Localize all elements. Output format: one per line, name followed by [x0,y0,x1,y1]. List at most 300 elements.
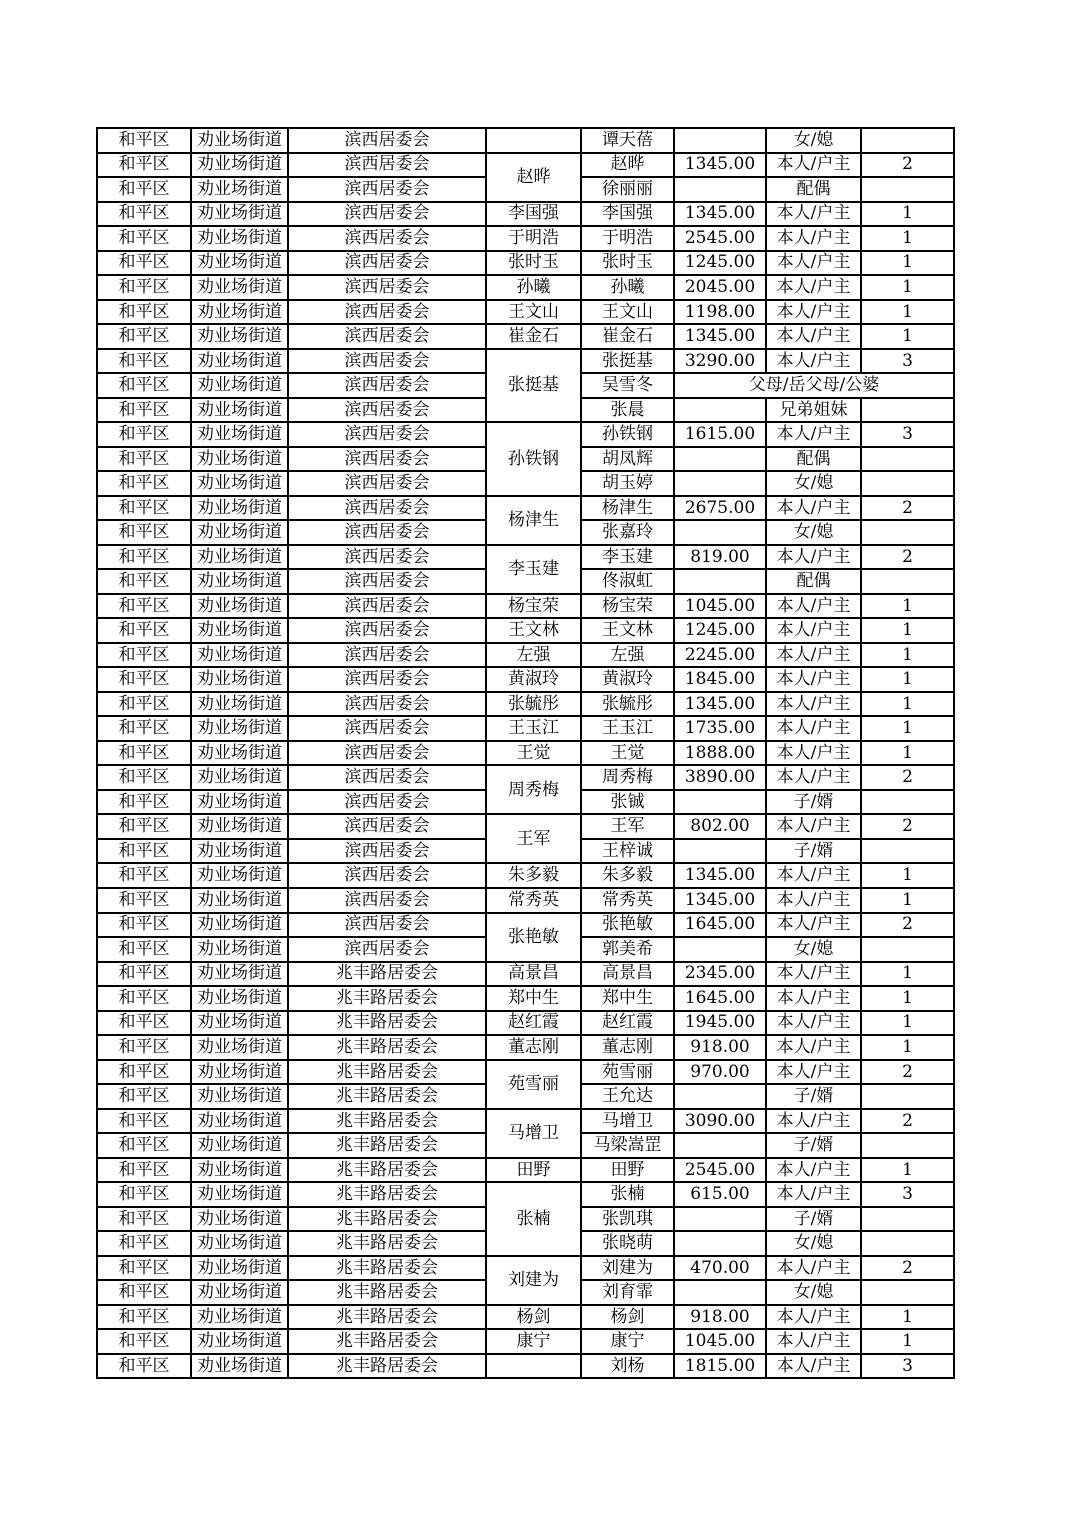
cell-street: 劝业场街道 [191,275,288,300]
cell-street: 劝业场街道 [191,863,288,888]
cell-relation: 本人/户主 [766,324,861,349]
cell-relation: 本人/户主 [766,1158,861,1183]
table-row [97,422,954,447]
cell-household-head: 崔金石 [486,324,581,349]
cell-count: 1 [861,1158,954,1183]
cell-member-name: 张时玉 [581,251,674,276]
cell-street: 劝业场街道 [191,667,288,692]
cell-committee: 滨西居委会 [288,692,486,717]
cell-committee: 滨西居委会 [288,422,486,447]
cell-district: 和平区 [97,1109,191,1134]
cell-household-head: 常秀英 [486,888,581,913]
cell-amount: 1345.00 [674,202,766,227]
cell-street: 劝业场街道 [191,1182,288,1207]
cell-member-name: 杨宝荣 [581,594,674,619]
cell-count [861,398,954,423]
cell-district: 和平区 [97,226,191,251]
cell-committee: 兆丰路居委会 [288,1280,486,1305]
cell-member-name: 朱多毅 [581,863,674,888]
cell-street: 劝业场街道 [191,251,288,276]
cell-amount: 2045.00 [674,275,766,300]
cell-amount: 1345.00 [674,692,766,717]
cell-district: 和平区 [97,1207,191,1232]
table-row [97,1158,954,1183]
table-row [97,1011,954,1036]
cell-street: 劝业场街道 [191,1231,288,1256]
cell-member-name: 高景昌 [581,962,674,987]
cell-count [861,1084,954,1109]
cell-street: 劝业场街道 [191,1329,288,1354]
cell-committee: 滨西居委会 [288,251,486,276]
cell-household-head: 高景昌 [486,962,581,987]
cell-count [861,790,954,815]
cell-relation: 本人/户主 [766,962,861,987]
cell-committee: 滨西居委会 [288,471,486,496]
cell-count: 1 [861,962,954,987]
cell-member-name: 于明浩 [581,226,674,251]
cell-street: 劝业场街道 [191,937,288,962]
cell-district: 和平区 [97,716,191,741]
cell-count [861,839,954,864]
cell-amount: 1645.00 [674,913,766,938]
cell-street: 劝业场街道 [191,496,288,521]
cell-member-name: 董志刚 [581,1035,674,1060]
table-row [97,128,954,153]
cell-member-name: 马增卫 [581,1109,674,1134]
table-row [97,300,954,325]
cell-district: 和平区 [97,1035,191,1060]
cell-district: 和平区 [97,1182,191,1207]
cell-relation: 本人/户主 [766,692,861,717]
cell-district: 和平区 [97,275,191,300]
cell-count: 1 [861,1329,954,1354]
cell-count: 1 [861,667,954,692]
cell-committee: 滨西居委会 [288,643,486,668]
cell-committee: 兆丰路居委会 [288,1035,486,1060]
cell-amount: 1245.00 [674,618,766,643]
cell-amount [674,1280,766,1305]
cell-member-name: 杨剑 [581,1305,674,1330]
cell-relation: 子/婿 [766,1133,861,1158]
cell-committee: 兆丰路居委会 [288,1109,486,1134]
cell-street: 劝业场街道 [191,716,288,741]
cell-member-name: 黄淑玲 [581,667,674,692]
cell-district: 和平区 [97,667,191,692]
cell-street: 劝业场街道 [191,913,288,938]
cell-amount [674,839,766,864]
table-row [97,863,954,888]
cell-relation: 配偶 [766,569,861,594]
cell-relation: 本人/户主 [766,153,861,178]
cell-household-head: 康宁 [486,1329,581,1354]
cell-district: 和平区 [97,643,191,668]
cell-relation: 本人/户主 [766,1011,861,1036]
cell-street: 劝业场街道 [191,1158,288,1183]
cell-street: 劝业场街道 [191,1256,288,1281]
cell-amount: 1888.00 [674,741,766,766]
cell-amount [674,471,766,496]
cell-district: 和平区 [97,398,191,423]
cell-street: 劝业场街道 [191,839,288,864]
table-row [97,1035,954,1060]
table-row [97,496,954,521]
cell-district: 和平区 [97,618,191,643]
cell-household-head: 赵红霞 [486,1011,581,1036]
cell-household-head: 于明浩 [486,226,581,251]
cell-amount [674,937,766,962]
cell-street: 劝业场街道 [191,373,288,398]
cell-committee: 兆丰路居委会 [288,1084,486,1109]
cell-committee: 滨西居委会 [288,153,486,178]
cell-member-name: 苑雪丽 [581,1060,674,1085]
cell-district: 和平区 [97,349,191,374]
cell-district: 和平区 [97,153,191,178]
cell-household-head: 张时玉 [486,251,581,276]
cell-household-head: 王玉江 [486,716,581,741]
cell-district: 和平区 [97,986,191,1011]
cell-household-head: 张毓彤 [486,692,581,717]
cell-relation: 女/媳 [766,471,861,496]
cell-committee: 兆丰路居委会 [288,986,486,1011]
cell-relation: 本人/户主 [766,643,861,668]
cell-committee: 滨西居委会 [288,447,486,472]
cell-relation: 本人/户主 [766,545,861,570]
cell-member-name: 赵红霞 [581,1011,674,1036]
cell-district: 和平区 [97,1011,191,1036]
cell-committee: 滨西居委会 [288,398,486,423]
cell-committee: 滨西居委会 [288,177,486,202]
table-row [97,594,954,619]
cell-relation: 本人/户主 [766,1354,861,1379]
cell-household-head [486,128,581,153]
cell-relation: 本人/户主 [766,716,861,741]
cell-count: 1 [861,202,954,227]
cell-amount: 470.00 [674,1256,766,1281]
cell-district: 和平区 [97,937,191,962]
cell-amount [674,790,766,815]
cell-amount: 1345.00 [674,888,766,913]
cell-district: 和平区 [97,496,191,521]
cell-count: 2 [861,153,954,178]
cell-member-name: 杨津生 [581,496,674,521]
cell-street: 劝业场街道 [191,692,288,717]
cell-count: 1 [861,1035,954,1060]
cell-relation: 本人/户主 [766,667,861,692]
cell-household-head: 王军 [486,814,581,863]
cell-amount: 918.00 [674,1035,766,1060]
cell-member-name: 田野 [581,1158,674,1183]
cell-committee: 滨西居委会 [288,814,486,839]
cell-district: 和平区 [97,300,191,325]
cell-relation: 子/婿 [766,839,861,864]
cell-street: 劝业场街道 [191,1207,288,1232]
cell-district: 和平区 [97,1060,191,1085]
cell-district: 和平区 [97,569,191,594]
cell-committee: 兆丰路居委会 [288,1231,486,1256]
cell-street: 劝业场街道 [191,741,288,766]
cell-committee: 滨西居委会 [288,496,486,521]
cell-member-name: 李玉建 [581,545,674,570]
cell-committee: 滨西居委会 [288,569,486,594]
cell-street: 劝业场街道 [191,765,288,790]
cell-committee: 兆丰路居委会 [288,1060,486,1085]
cell-district: 和平区 [97,1354,191,1379]
cell-count [861,177,954,202]
cell-count: 2 [861,545,954,570]
table-row [97,275,954,300]
cell-household-head: 孙曦 [486,275,581,300]
cell-member-name: 常秀英 [581,888,674,913]
cell-district: 和平区 [97,765,191,790]
cell-district: 和平区 [97,422,191,447]
cell-member-name: 刘育霏 [581,1280,674,1305]
table-row [97,1305,954,1330]
cell-count [861,520,954,545]
document-page [96,127,955,1379]
cell-member-name: 马梁嵩罡 [581,1133,674,1158]
cell-committee: 滨西居委会 [288,300,486,325]
cell-amount: 2545.00 [674,226,766,251]
cell-committee: 兆丰路居委会 [288,1305,486,1330]
cell-district: 和平区 [97,471,191,496]
cell-relation-merged: 父母/岳父母/公婆 [674,373,954,398]
cell-member-name: 郭美希 [581,937,674,962]
table-body [97,128,954,1378]
cell-amount: 2675.00 [674,496,766,521]
table-row [97,986,954,1011]
cell-committee: 滨西居委会 [288,594,486,619]
cell-committee: 滨西居委会 [288,545,486,570]
cell-household-head: 苑雪丽 [486,1060,581,1109]
cell-count: 1 [861,643,954,668]
cell-district: 和平区 [97,1256,191,1281]
cell-amount: 1198.00 [674,300,766,325]
cell-relation: 子/婿 [766,1207,861,1232]
cell-member-name: 王允达 [581,1084,674,1109]
cell-street: 劝业场街道 [191,1035,288,1060]
cell-relation: 女/媳 [766,1231,861,1256]
cell-relation: 本人/户主 [766,814,861,839]
cell-street: 劝业场街道 [191,790,288,815]
cell-street: 劝业场街道 [191,1011,288,1036]
cell-household-head: 王文林 [486,618,581,643]
cell-relation: 兄弟姐妹 [766,398,861,423]
cell-amount: 1345.00 [674,153,766,178]
cell-street: 劝业场街道 [191,962,288,987]
cell-household-head: 朱多毅 [486,863,581,888]
table-row [97,1060,954,1085]
cell-household-head: 杨津生 [486,496,581,545]
table-row [97,545,954,570]
cell-street: 劝业场街道 [191,349,288,374]
cell-committee: 兆丰路居委会 [288,962,486,987]
cell-committee: 兆丰路居委会 [288,1207,486,1232]
cell-amount: 1045.00 [674,594,766,619]
cell-district: 和平区 [97,447,191,472]
cell-committee: 滨西居委会 [288,839,486,864]
cell-member-name: 王文林 [581,618,674,643]
table-row [97,643,954,668]
cell-street: 劝业场街道 [191,1280,288,1305]
cell-amount [674,1231,766,1256]
cell-street: 劝业场街道 [191,202,288,227]
cell-amount [674,1207,766,1232]
cell-committee: 滨西居委会 [288,913,486,938]
cell-household-head: 杨剑 [486,1305,581,1330]
cell-committee: 兆丰路居委会 [288,1158,486,1183]
cell-count: 1 [861,692,954,717]
cell-street: 劝业场街道 [191,643,288,668]
cell-committee: 兆丰路居委会 [288,1329,486,1354]
cell-committee: 兆丰路居委会 [288,1256,486,1281]
cell-count: 2 [861,913,954,938]
cell-count: 2 [861,496,954,521]
table-row [97,153,954,178]
cell-member-name: 王觉 [581,741,674,766]
table-row [97,692,954,717]
cell-household-head: 李玉建 [486,545,581,594]
table-row [97,251,954,276]
cell-count [861,1133,954,1158]
table-row [97,324,954,349]
table-row [97,618,954,643]
cell-amount: 615.00 [674,1182,766,1207]
cell-household-head: 马增卫 [486,1109,581,1158]
cell-member-name: 胡凤辉 [581,447,674,472]
cell-count [861,447,954,472]
cell-count: 1 [861,594,954,619]
cell-district: 和平区 [97,790,191,815]
cell-street: 劝业场街道 [191,1109,288,1134]
cell-district: 和平区 [97,863,191,888]
table-row [97,349,954,374]
cell-street: 劝业场街道 [191,888,288,913]
cell-member-name: 张挺基 [581,349,674,374]
cell-district: 和平区 [97,373,191,398]
cell-committee: 滨西居委会 [288,765,486,790]
cell-count [861,1280,954,1305]
cell-amount: 1815.00 [674,1354,766,1379]
cell-member-name: 张铖 [581,790,674,815]
cell-household-head: 赵晔 [486,153,581,202]
cell-relation: 本人/户主 [766,1035,861,1060]
cell-count: 1 [861,275,954,300]
cell-amount [674,398,766,423]
table-row [97,1256,954,1281]
table-row [97,913,954,938]
cell-district: 和平区 [97,594,191,619]
cell-district: 和平区 [97,1305,191,1330]
cell-count: 1 [861,741,954,766]
cell-committee: 滨西居委会 [288,667,486,692]
cell-member-name: 周秀梅 [581,765,674,790]
cell-street: 劝业场街道 [191,594,288,619]
cell-amount [674,128,766,153]
cell-district: 和平区 [97,962,191,987]
cell-count: 1 [861,1011,954,1036]
cell-count: 1 [861,226,954,251]
cell-street: 劝业场街道 [191,986,288,1011]
household-register-table [96,127,955,1379]
cell-district: 和平区 [97,1084,191,1109]
cell-amount: 970.00 [674,1060,766,1085]
cell-household-head: 周秀梅 [486,765,581,814]
cell-member-name: 胡玉婷 [581,471,674,496]
cell-member-name: 李国强 [581,202,674,227]
table-row [97,1329,954,1354]
cell-district: 和平区 [97,1133,191,1158]
cell-count [861,569,954,594]
cell-relation: 本人/户主 [766,1256,861,1281]
cell-member-name: 刘杨 [581,1354,674,1379]
cell-member-name: 孙曦 [581,275,674,300]
cell-member-name: 王文山 [581,300,674,325]
cell-street: 劝业场街道 [191,300,288,325]
cell-amount: 2345.00 [674,962,766,987]
cell-amount: 1645.00 [674,986,766,1011]
cell-member-name: 佟淑虹 [581,569,674,594]
cell-amount [674,1133,766,1158]
cell-street: 劝业场街道 [191,1133,288,1158]
cell-district: 和平区 [97,913,191,938]
cell-amount: 1045.00 [674,1329,766,1354]
table-row [97,888,954,913]
cell-committee: 滨西居委会 [288,741,486,766]
cell-count: 3 [861,422,954,447]
cell-relation: 子/婿 [766,1084,861,1109]
cell-street: 劝业场街道 [191,814,288,839]
table-row [97,765,954,790]
cell-amount: 918.00 [674,1305,766,1330]
cell-amount: 802.00 [674,814,766,839]
cell-count: 3 [861,1354,954,1379]
cell-count: 1 [861,716,954,741]
cell-street: 劝业场街道 [191,471,288,496]
cell-count: 1 [861,324,954,349]
cell-relation: 本人/户主 [766,1109,861,1134]
cell-member-name: 张晓萌 [581,1231,674,1256]
cell-amount: 2245.00 [674,643,766,668]
cell-street: 劝业场街道 [191,569,288,594]
cell-street: 劝业场街道 [191,1060,288,1085]
cell-relation: 子/婿 [766,790,861,815]
cell-amount: 1735.00 [674,716,766,741]
cell-relation: 本人/户主 [766,765,861,790]
cell-relation: 女/媳 [766,520,861,545]
cell-household-head: 王觉 [486,741,581,766]
cell-count: 1 [861,986,954,1011]
cell-count [861,1207,954,1232]
cell-relation: 配偶 [766,447,861,472]
cell-street: 劝业场街道 [191,422,288,447]
cell-household-head: 王文山 [486,300,581,325]
cell-amount: 1945.00 [674,1011,766,1036]
cell-amount: 2545.00 [674,1158,766,1183]
cell-amount [674,447,766,472]
cell-committee: 滨西居委会 [288,863,486,888]
cell-district: 和平区 [97,202,191,227]
cell-street: 劝业场街道 [191,1084,288,1109]
cell-relation: 本人/户主 [766,741,861,766]
cell-street: 劝业场街道 [191,520,288,545]
cell-street: 劝业场街道 [191,1305,288,1330]
cell-relation: 本人/户主 [766,275,861,300]
cell-member-name: 康宁 [581,1329,674,1354]
cell-district: 和平区 [97,1231,191,1256]
cell-relation: 本人/户主 [766,422,861,447]
table-row [97,716,954,741]
cell-member-name: 王梓诚 [581,839,674,864]
